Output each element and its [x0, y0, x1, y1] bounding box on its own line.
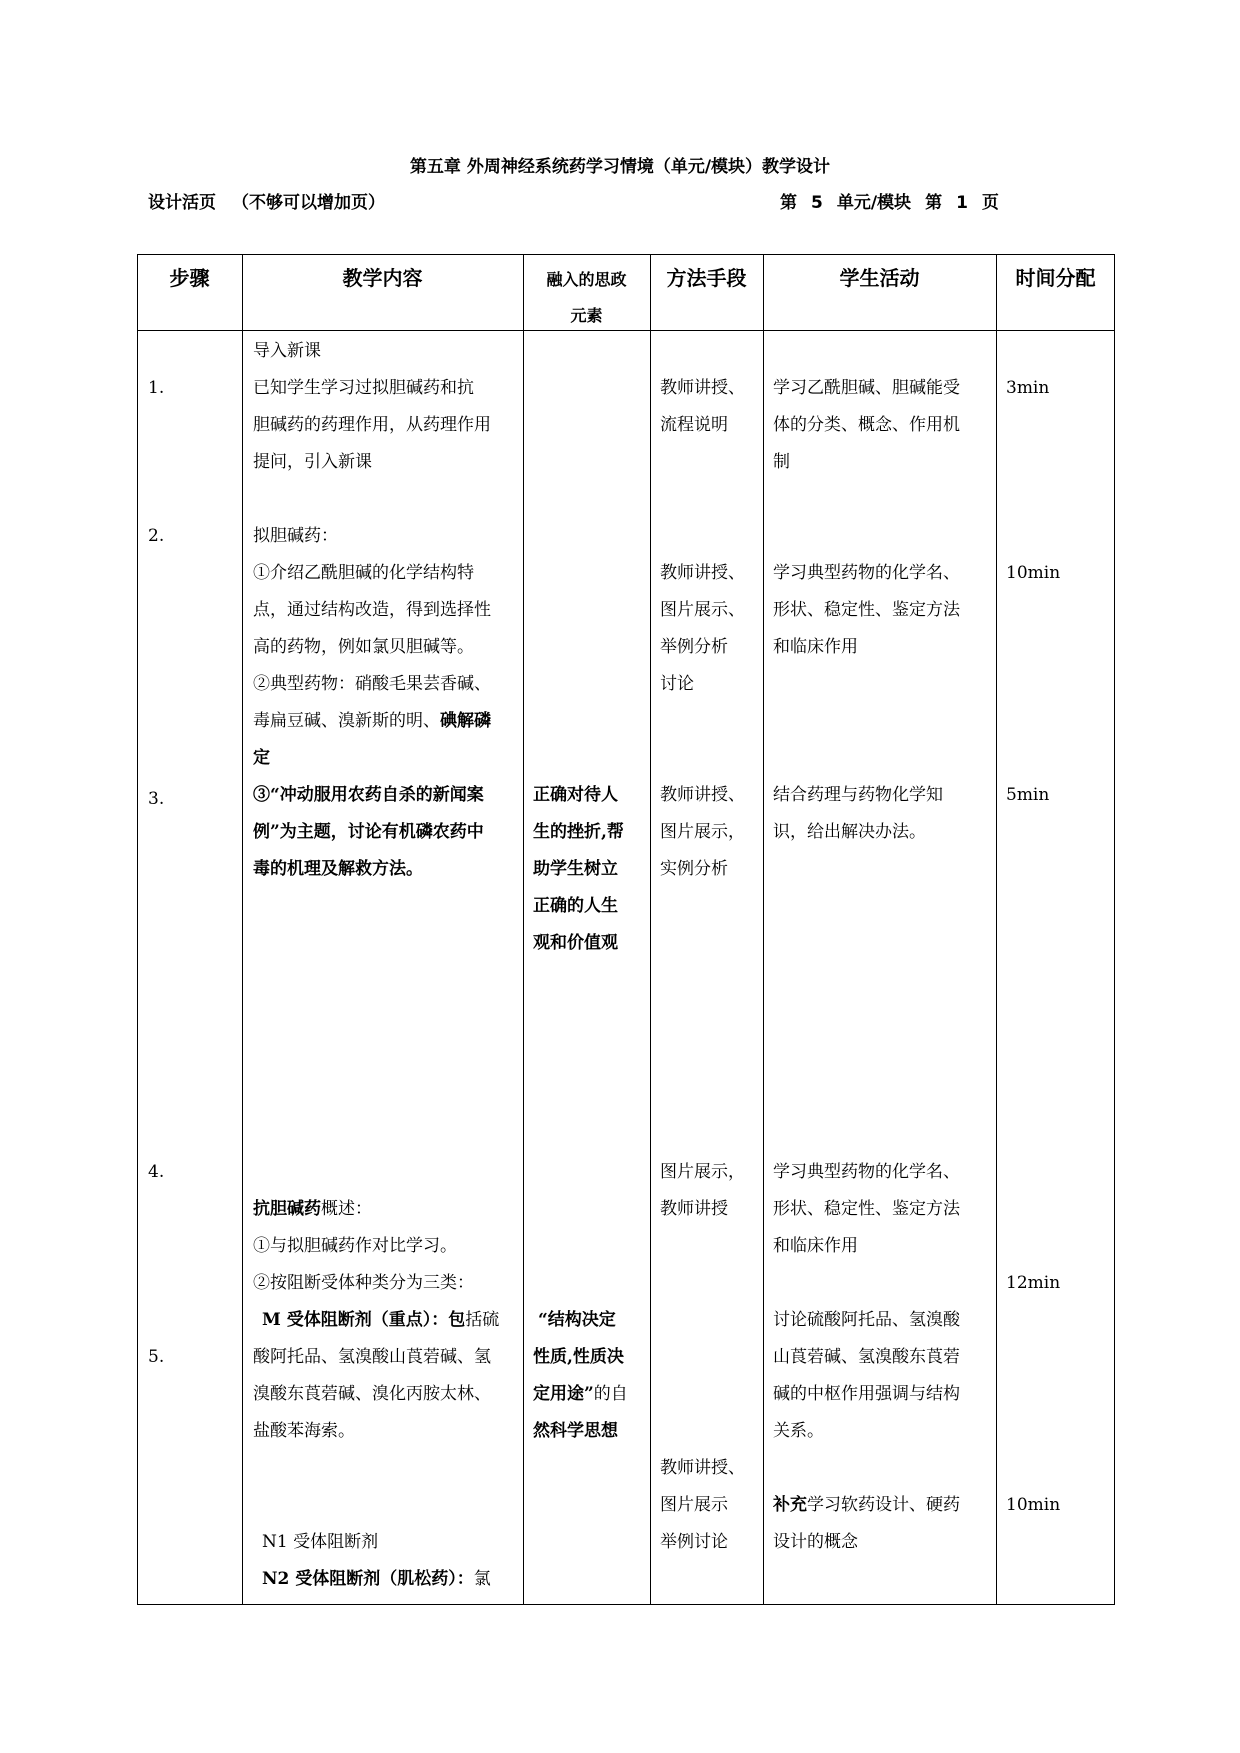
content-text: 概述：: [321, 1199, 372, 1219]
content-line: N1 受体阻断剂: [262, 1532, 379, 1552]
column-divider: [242, 254, 243, 1605]
content-line: [253, 703, 491, 740]
activity-emphasis: 补充: [773, 1495, 807, 1515]
ideology-emphasis: 定用途”: [533, 1384, 594, 1404]
page-indicator: [780, 188, 1013, 213]
ideology-line: 观和价值观: [533, 933, 618, 953]
column-divider: [996, 254, 997, 1605]
column-divider: [763, 254, 764, 1605]
activity-line: 体的分类、概念、作用机: [773, 415, 960, 435]
method-line: 教师讲授、: [660, 563, 745, 583]
activity-line: 形状、稳定性、鉴定方法: [773, 600, 960, 620]
subtitle-left: [148, 188, 385, 213]
content-line: 提问，引入新课: [253, 452, 372, 472]
page-label: 页: [981, 193, 999, 213]
activity-line: 设计的概念: [773, 1532, 858, 1552]
activity-line: 和临床作用: [773, 1236, 858, 1256]
content-emphasis: 抗胆碱药: [253, 1199, 321, 1219]
column-divider: [650, 254, 651, 1605]
content-line: ②典型药物：硝酸毛果芸香碱、: [253, 674, 491, 694]
activity-line: 碱的中枢作用强调与结构: [773, 1384, 960, 1404]
step-number: 2.: [148, 526, 165, 546]
subtitle-note: （不够可以增加页）: [232, 193, 385, 213]
method-line: 图片展示，: [660, 822, 745, 842]
activity-text: 学习软药设计、硬药: [807, 1495, 960, 1515]
content-line: ①介绍乙酰胆碱的化学结构特: [253, 563, 474, 583]
method-line: 图片展示、: [660, 600, 745, 620]
activity-line: 学习典型药物的化学名、: [773, 563, 960, 583]
time-value: 3min: [1006, 378, 1050, 398]
content-line: 拟胆碱药：: [253, 526, 338, 546]
step-number: 3.: [148, 789, 165, 809]
content-line: 已知学生学习过拟胆碱药和抗: [253, 378, 474, 398]
step-number: 4.: [148, 1162, 165, 1182]
content-line: ②按阻断受体种类分为三类：: [253, 1273, 474, 1293]
ideology-line: 生的挫折,帮: [533, 822, 624, 842]
header-ideology: [523, 262, 650, 334]
activity-line: [773, 1487, 960, 1524]
subtitle-label: 设计活页: [148, 193, 216, 213]
method-line: 讨论: [660, 674, 694, 694]
header-time: 时间分配: [1015, 266, 1096, 290]
method-line: 教师讲授、: [660, 378, 745, 398]
content-line: ③“冲动服用农药自杀的新闻案: [253, 785, 484, 805]
activity-line: 学习乙酰胆碱、胆碱能受: [773, 378, 960, 398]
content-emphasis: N2 受体阻断剂（肌松药）：: [262, 1569, 474, 1589]
header-content: 教学内容: [342, 266, 423, 290]
ideology-line: 然科学思想: [533, 1421, 618, 1441]
column-divider: [523, 254, 524, 1605]
method-line: 流程说明: [660, 415, 728, 435]
content-text: 括硫: [465, 1310, 500, 1330]
method-line: 图片展示: [660, 1495, 728, 1515]
ideology-line: 正确对待人: [533, 785, 618, 805]
content-line: [262, 1302, 499, 1339]
content-line: 酸阿托品、氢溴酸山莨菪碱、氢: [253, 1347, 491, 1367]
activity-line: 山莨菪碱、氢溴酸东莨菪: [773, 1347, 960, 1367]
activity-line: 识，给出解决办法。: [773, 822, 926, 842]
ideology-line: [533, 1376, 628, 1413]
method-line: 实例分析: [660, 859, 728, 879]
content-line: [262, 1561, 491, 1598]
time-value: 5min: [1006, 785, 1050, 805]
time-value: 10min: [1006, 563, 1061, 583]
time-value: 12min: [1006, 1273, 1061, 1293]
time-value: 10min: [1006, 1495, 1061, 1515]
method-line: 举例分析: [660, 637, 728, 657]
content-line: [253, 1191, 372, 1228]
content-line: 毒的机理及解救方法。: [253, 859, 423, 879]
header-method: 方法手段: [666, 266, 747, 290]
activity-line: 形状、稳定性、鉴定方法: [773, 1199, 960, 1219]
content-emphasis: 碘解磷: [440, 711, 491, 731]
header-activity: 学生活动: [839, 266, 920, 290]
content-line: ①与拟胆碱药作对比学习。: [253, 1236, 457, 1256]
content-line: 高的药物，例如氯贝胆碱等。: [253, 637, 474, 657]
content-emphasis: M 受体阻断剂（重点）：包: [262, 1310, 466, 1330]
ideology-line: “结构决定: [538, 1310, 616, 1330]
step-number: 1.: [148, 378, 165, 398]
ideology-line: 性质,性质决: [533, 1347, 624, 1367]
unit-label: 单元/模块: [836, 193, 912, 213]
header-step: 步骤: [169, 266, 210, 290]
activity-line: 学习典型药物的化学名、: [773, 1162, 960, 1182]
ideology-line: 正确的人生: [533, 896, 618, 916]
ideology-text: 的自: [593, 1384, 628, 1404]
document-title: 第五章 外周神经系统药学习情境（单元/模块）教学设计: [409, 157, 831, 177]
unit-number: 5: [811, 193, 823, 213]
unit-prefix: 第: [780, 193, 797, 213]
content-line: 定: [253, 748, 270, 768]
content-line: 例”为主题，讨论有机磷农药中: [253, 822, 484, 842]
content-text: 氯: [473, 1569, 491, 1589]
page-prefix: 第: [925, 193, 943, 213]
activity-line: 和临床作用: [773, 637, 858, 657]
content-text: 毒扁豆碱、溴新斯的明、: [253, 711, 440, 731]
header-ideology-line1: 融入的思政: [546, 270, 627, 289]
activity-line: 结合药理与药物化学知: [773, 785, 943, 805]
content-line: 胆碱药的药理作用，从药理作用: [253, 415, 491, 435]
content-line: 盐酸苯海索。: [253, 1421, 355, 1441]
activity-line: 关系。: [773, 1421, 824, 1441]
content-line: 溴酸东莨菪碱、溴化丙胺太林、: [253, 1384, 491, 1404]
activity-line: 制: [773, 452, 790, 472]
content-line: 点，通过结构改造，得到选择性: [253, 600, 491, 620]
page-number: 1: [956, 193, 968, 213]
method-line: 图片展示，: [660, 1162, 745, 1182]
step-number: 5.: [148, 1347, 165, 1367]
method-line: 教师讲授、: [660, 1458, 745, 1478]
activity-line: 讨论硫酸阿托品、氢溴酸: [773, 1310, 960, 1330]
method-line: 举例讨论: [660, 1532, 728, 1552]
content-line: 导入新课: [253, 341, 321, 361]
method-line: 教师讲授: [660, 1199, 728, 1219]
method-line: 教师讲授、: [660, 785, 745, 805]
ideology-line: 助学生树立: [533, 859, 618, 879]
header-ideology-line2: 元素: [570, 306, 603, 325]
